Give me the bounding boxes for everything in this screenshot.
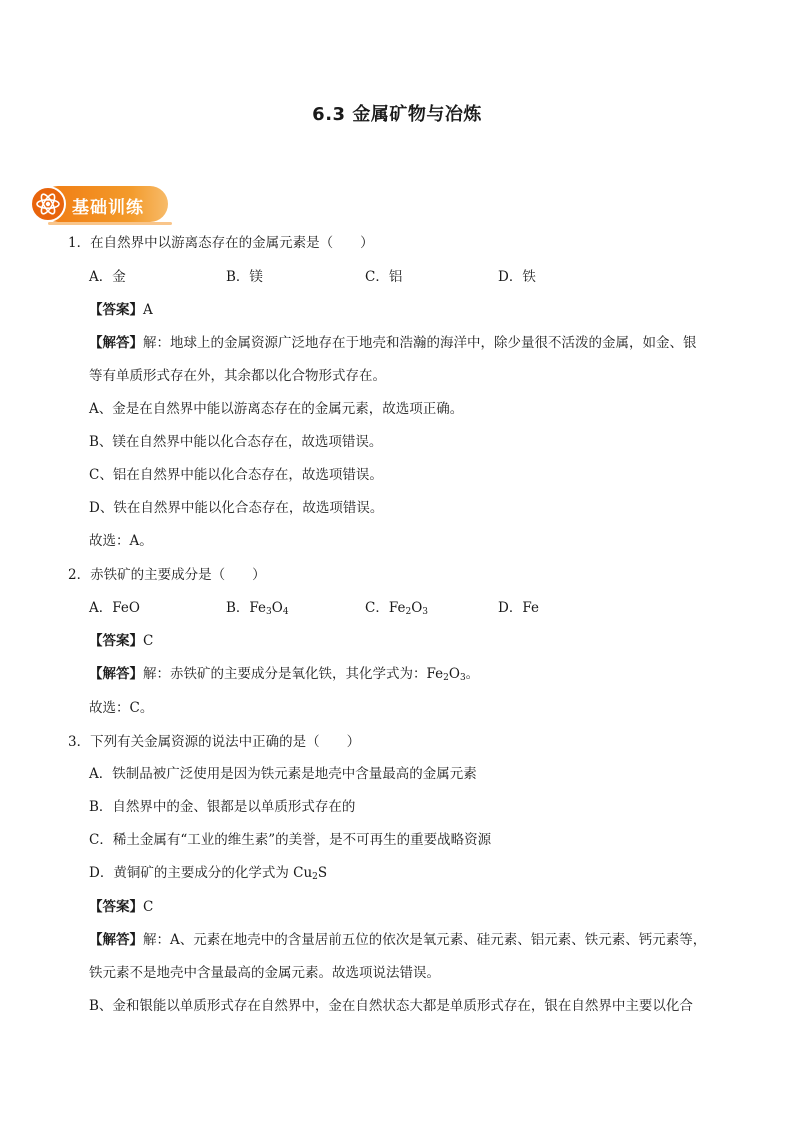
q1-option-c: C．铝 xyxy=(365,269,403,285)
answer-tag: 【答案】 xyxy=(89,302,143,318)
formula-sub: 2 xyxy=(405,607,412,617)
answer-value: A xyxy=(143,302,153,318)
formula-part: 。 xyxy=(465,666,480,682)
atom-icon xyxy=(30,186,66,222)
formula-sub: 3 xyxy=(266,607,272,617)
formula-part: B．Fe xyxy=(226,600,267,616)
section-label: 基础训练 xyxy=(72,198,144,218)
q1-final: 故选：A。 xyxy=(89,533,153,549)
section-banner xyxy=(30,186,170,222)
formula-part: O xyxy=(411,600,423,616)
q1-line-b: B、镁在自然界中能以化合态存在，故选项错误。 xyxy=(89,434,383,450)
answer-tag: 【答案】 xyxy=(89,633,143,649)
formula-sub: 2 xyxy=(443,673,449,683)
q1-analysis-2: 等有单质形式存在外，其余都以化合物形式存在。 xyxy=(89,368,386,384)
q1-option-d: D．铁 xyxy=(498,269,536,285)
q2-answer xyxy=(89,632,153,650)
answer-value: C xyxy=(143,633,154,649)
q2-final: 故选：C。 xyxy=(89,700,154,716)
formula-part: S xyxy=(317,865,328,881)
q3-option-a: A．铁制品被广泛使用是因为铁元素是地壳中含量最高的金属元素 xyxy=(89,766,477,782)
answer-tag: 【答案】 xyxy=(89,899,143,915)
q3-option-b: B．自然界中的金、银都是以单质形式存在的 xyxy=(89,799,356,815)
formula-sub: 2 xyxy=(312,872,318,882)
formula-part: O xyxy=(448,666,460,682)
formula-part: O xyxy=(271,600,283,616)
q2-option-a: A．FeO xyxy=(89,600,140,616)
q3-option-d xyxy=(89,864,327,882)
q3-stem: 3．下列有关金属资源的说法中正确的是（ ） xyxy=(68,734,361,750)
q3-analysis-2: 铁元素不是地壳中含量最高的金属元素。故选项说法错误。 xyxy=(89,965,440,981)
analysis-text: 解：赤铁矿的主要成分是氧化铁，其化学式为：Fe xyxy=(143,666,444,682)
q1-line-a: A、金是在自然界中能以游离态存在的金属元素，故选项正确。 xyxy=(89,401,464,417)
analysis-text: 解：地球上的金属资源广泛地存在于地壳和浩瀚的海洋中，除少量很不活泼的金属，如金、银 xyxy=(143,335,697,351)
q1-analysis-1 xyxy=(89,334,697,352)
formula-sub: 3 xyxy=(422,607,428,617)
formula-part: D．黄铜矿的主要成分的化学式为 Cu xyxy=(89,865,313,881)
q1-option-a: A．金 xyxy=(89,269,126,285)
q1-option-b: B．镁 xyxy=(226,269,263,285)
q3-analysis-3: B、金和银能以单质形式存在自然界中，金在自然状态大都是单质形式存在，银在自然界中主要以化合 xyxy=(89,998,693,1014)
q3-option-c: C．稀土金属有“工业的维生素”的美誉，是不可再生的重要战略资源 xyxy=(89,832,492,848)
q1-stem: 1．在自然界中以游离态存在的金属元素是（ ） xyxy=(68,235,374,251)
q1-answer xyxy=(89,301,153,319)
formula-sub: 4 xyxy=(282,607,289,617)
analysis-text: 解：A、元素在地壳中的含量居前五位的依次是氧元素、硅元素、铝元素、铁元素、钙元素等， xyxy=(143,932,707,948)
formula-part: C．Fe xyxy=(365,600,406,616)
q2-analysis xyxy=(89,665,479,683)
q1-line-d: D、铁在自然界中能以化合态存在，故选项错误。 xyxy=(89,500,384,516)
page-title: 6.3 金属矿物与冶炼 xyxy=(312,104,482,125)
q2-stem: 2．赤铁矿的主要成分是（ ） xyxy=(68,567,266,583)
q3-analysis-1 xyxy=(89,931,706,949)
q2-option-c xyxy=(365,599,428,617)
answer-value: C xyxy=(143,899,154,915)
q3-answer xyxy=(89,898,153,916)
formula-sub: 3 xyxy=(459,673,466,683)
q1-line-c: C、铝在自然界中能以化合态存在，故选项错误。 xyxy=(89,467,383,483)
analysis-tag: 【解答】 xyxy=(89,666,143,682)
q2-option-b xyxy=(226,599,289,617)
q2-option-d: D．Fe xyxy=(498,600,539,616)
analysis-tag: 【解答】 xyxy=(89,932,143,948)
analysis-tag: 【解答】 xyxy=(89,335,143,351)
